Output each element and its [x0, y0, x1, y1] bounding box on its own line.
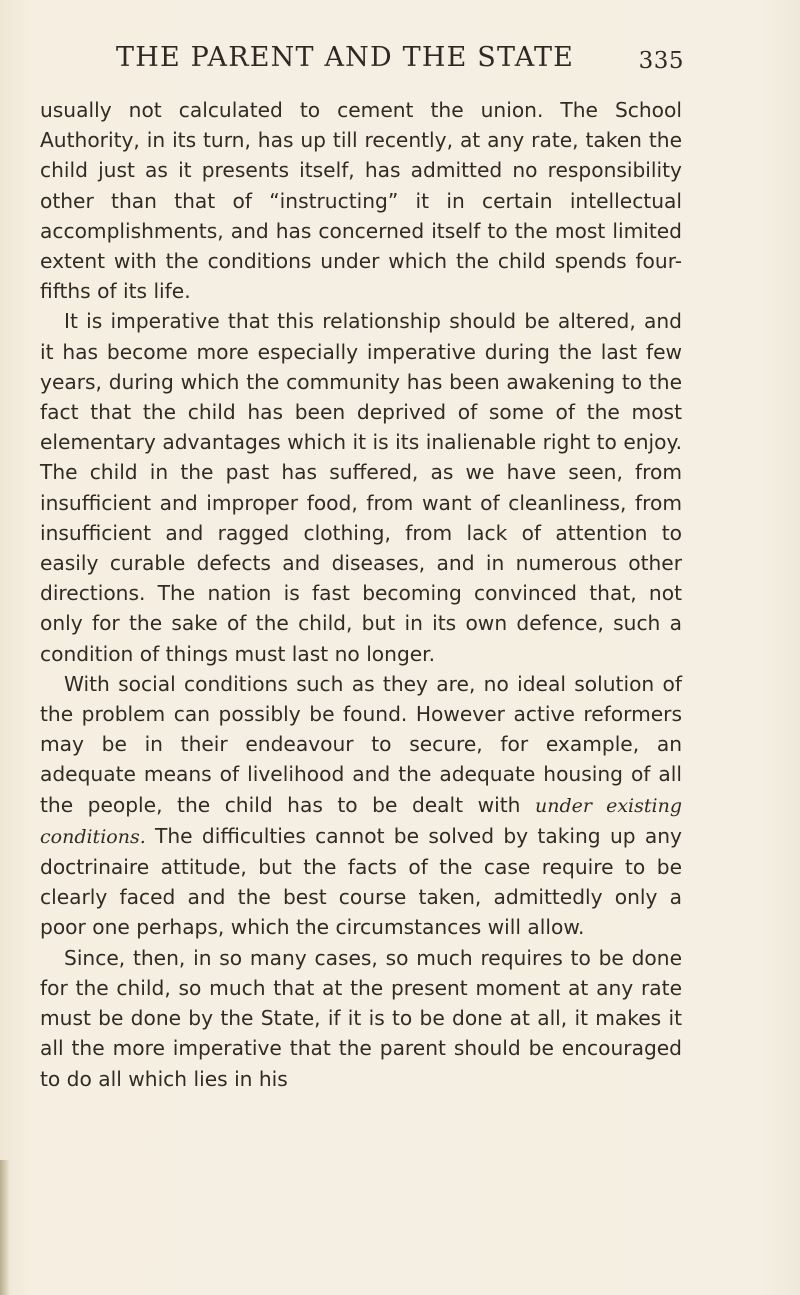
paragraph-3-text-a: With social conditions such as they are, no ideal solution of the problem can possibly be found. However active reformers may be in their endeavour to secure, for example, an adequate means of livelihood and the adequate housing of all the people, the child has to be dealt with: [40, 671, 682, 817]
paragraph-2: It is imperative that this relationship should be altered, and it has become more especially imperative during the last few years, during which the community has been awakening to the fact that the child has been deprived of some of the most elementary advantages which it is its inalienable right to enjoy. The child in the past has suffered, as we have seen, from insufficient and improper food, from want of cleanliness, from insufficient and ragged clothing, from lack of attention to easily curable defects and diseases, and in numerous other directions. The nation is fast becoming convinced that, not only for the sake of the child, but in its own defence, such a condition of things must last no longer.: [40, 309, 682, 666]
paragraph-4: Since, then, in so many cases, so much requires to be done for the child, so much that at the present moment at any rate must be done by the State, if it is to be done at all, it makes it all the more imperative that the parent should be encouraged to do all which lies in his: [40, 945, 682, 1091]
paragraph-3-italic: under existing conditions.: [40, 794, 682, 848]
paragraph-1: usually not calculated to cement the union. The School Authority, in its turn, has up till recently, at any rate, taken the child just as it presents itself, has admitted no responsibility other than that of “instructing” it in certain intellectual accomplishments, and has concerned itself to the most limited extent with the conditions under which the child spends four-fifths of its life.: [40, 98, 682, 304]
paragraph-3-text-b: The difficulties cannot be solved by taking up any doctrinaire attitude, but the facts of the case require to be clearly faced and the best course taken, admittedly only a poor one perhaps, which the circumstances will allow.: [40, 823, 682, 940]
body-text: [40, 95, 682, 1094]
running-title: THE PARENT AND THE STATE: [116, 42, 575, 73]
page-number: 335: [638, 48, 684, 74]
paragraph-3: [40, 669, 682, 943]
binding-shadow: [0, 1160, 10, 1295]
running-head: [116, 42, 684, 82]
